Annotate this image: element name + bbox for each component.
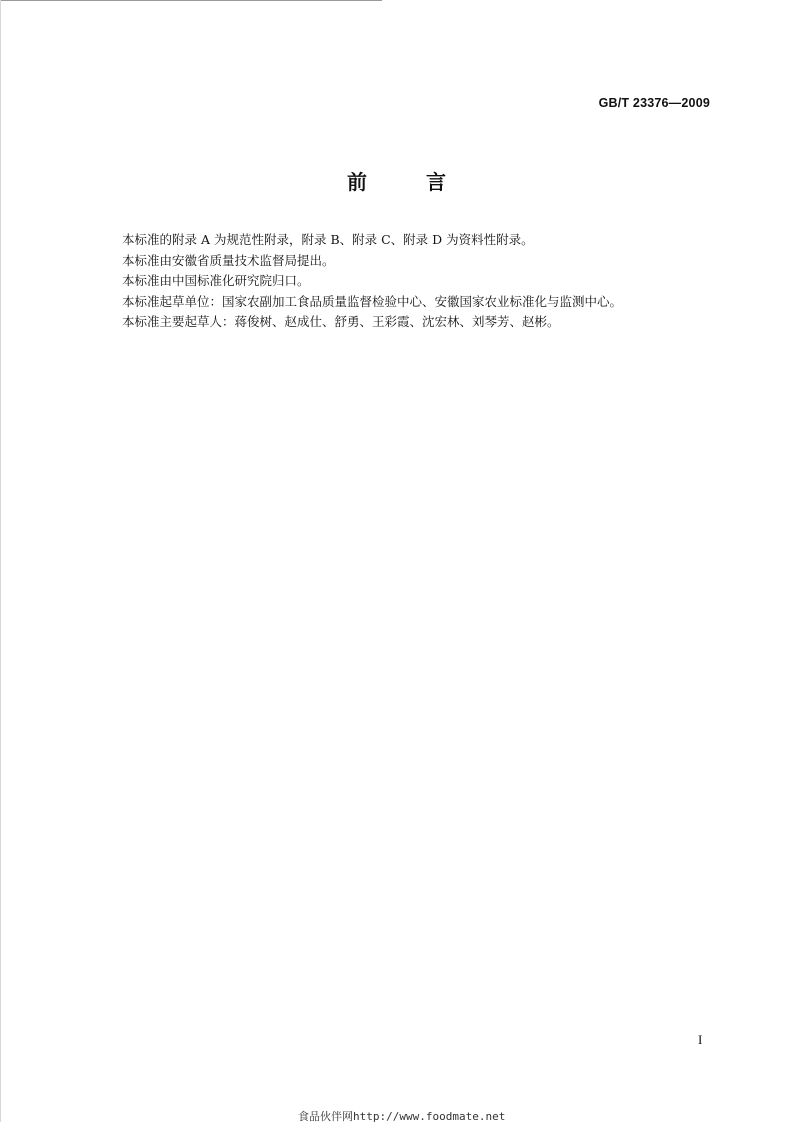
- watermark-text: 食品伙伴网http://www.foodmate.net: [298, 1110, 506, 1123]
- standard-number: GB/T 23376—2009: [598, 96, 710, 110]
- paragraph-annex-info: 本标准的附录 A 为规范性附录，附录 B、附录 C、附录 D 为资料性附录。: [122, 232, 534, 247]
- paragraph-centralized-by: 本标准由中国标准化研究院归口。: [122, 273, 310, 288]
- foreword-body: [122, 230, 722, 333]
- scan-border-line: [0, 0, 382, 1]
- page-title: 前 言: [347, 170, 472, 194]
- paragraph-proposed-by: 本标准由安徽省质量技术监督局提出。: [122, 252, 335, 268]
- page-number: I: [698, 1032, 703, 1047]
- paragraph-drafting-units: 本标准起草单位：国家农副加工食品质量监督检验中心、安徽国家农业标准化与监测中心。: [122, 293, 623, 309]
- paragraph-drafters: 本标准主要起草人：蒋俊树、赵成仕、舒勇、王彩霞、沈宏林、刘琴芳、赵彬。: [122, 314, 560, 329]
